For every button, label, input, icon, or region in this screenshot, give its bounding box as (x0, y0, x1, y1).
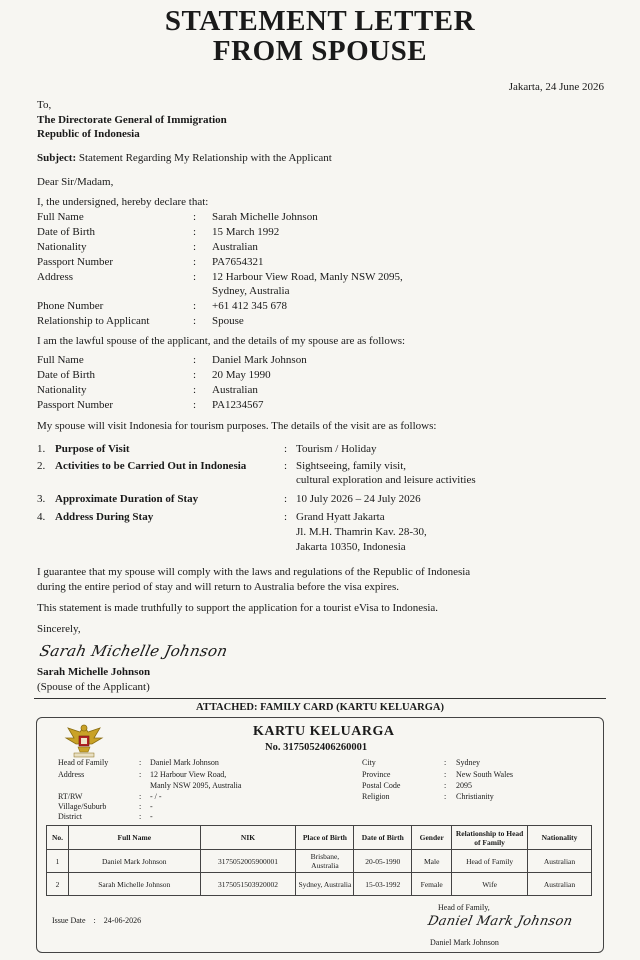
colon: : (193, 300, 197, 312)
head-of-family-name: Daniel Mark Johnson (430, 938, 499, 947)
document-title-line2: FROM SPOUSE (212, 35, 428, 67)
place-date: Jakarta, 24 June 2026 (508, 81, 604, 93)
truthful-statement: This statement is made truthfully to support the application for a tourist eVisa to Indonesia. (37, 602, 439, 614)
field-value: 20 May 1990 (212, 369, 271, 381)
colon: : (193, 256, 197, 268)
item-label: Purpose of Visit (55, 443, 130, 455)
table-cell: 3175052005900001 (200, 850, 296, 873)
field-value: 15 March 1992 (212, 226, 280, 238)
table-header-row (47, 826, 592, 850)
column-header: Date of Birth (354, 826, 412, 850)
table-row (47, 850, 592, 873)
field-label: Passport Number (37, 399, 114, 411)
garuda-emblem-icon (62, 722, 106, 760)
item-number: 1. (37, 443, 46, 455)
colon: : (193, 369, 197, 381)
item-value: Grand Hyatt Jakarta (296, 511, 385, 523)
field-label: Address (58, 770, 85, 779)
field-value: 12 Harbour View Road, (150, 770, 227, 779)
subject-text: Statement Regarding My Relationship with the Applicant (78, 152, 332, 164)
colon: : (139, 812, 142, 821)
table-cell: Female (412, 873, 452, 896)
head-of-family-label: Head of Family, (438, 903, 490, 912)
signature-sarah: Sarah Michelle Johnson (38, 642, 230, 660)
table-cell: Head of Family (452, 850, 528, 873)
field-label: Nationality (37, 384, 87, 396)
field-value: Sydney (456, 758, 480, 767)
issue-date-line (52, 916, 141, 926)
field-label: Head of Family (58, 758, 109, 767)
colon: : (444, 758, 447, 767)
field-value: New South Wales (456, 770, 513, 779)
field-label: Postal Code (362, 781, 401, 790)
signer-role: (Spouse of the Applicant) (37, 681, 150, 693)
table-cell: Daniel Mark Johnson (68, 850, 200, 873)
table-cell: Australian (528, 850, 592, 873)
salutation: Dear Sir/Madam, (37, 176, 114, 188)
field-label: Full Name (37, 354, 84, 366)
field-value: - (150, 802, 153, 811)
kk-title: KARTU KELUARGA (253, 724, 395, 739)
table-cell: Sydney, Australia (296, 873, 354, 896)
to-line: To, (37, 99, 52, 111)
colon: : (139, 792, 142, 801)
table-cell: Male (412, 850, 452, 873)
field-label: Full Name (37, 211, 84, 223)
issue-date-value: 24-06-2026 (103, 916, 142, 925)
field-value: 12 Harbour View Road, Manly NSW 2095, (212, 271, 403, 283)
divider (34, 698, 606, 699)
item-number: 4. (37, 511, 46, 523)
field-value-line2: Manly NSW 2095, Australia (150, 781, 242, 790)
column-header: Nationality (528, 826, 592, 850)
field-label: District (58, 812, 82, 821)
colon: : (444, 770, 447, 779)
column-header: No. (47, 826, 69, 850)
field-value: 2095 (456, 781, 472, 790)
item-value-line2: cultural exploration and leisure activities (296, 474, 476, 486)
colon: : (139, 802, 142, 811)
field-label: RT/RW (58, 792, 83, 801)
field-value: - (150, 812, 153, 821)
kk-number: No. 3175052406260001 (265, 742, 368, 753)
field-value: PA1234567 (212, 399, 264, 411)
colon: : (444, 781, 447, 790)
guarantee-line1: I guarantee that my spouse will comply with the laws and regulations of the Republic of Indonesia (37, 566, 471, 578)
field-label: Date of Birth (37, 226, 96, 238)
field-value-line2: Sydney, Australia (212, 285, 290, 297)
table-cell: Sarah Michelle Johnson (68, 873, 200, 896)
field-value: Australian (212, 384, 258, 396)
table-cell: Brisbane, Australia (296, 850, 354, 873)
item-value: Tourism / Holiday (296, 443, 377, 455)
colon: : (284, 493, 288, 505)
spouse-intro: I am the lawful spouse of the applicant, and the details of my spouse are as follows: (37, 335, 406, 347)
field-label: Village/Suburb (58, 802, 107, 811)
colon: : (193, 271, 197, 283)
signer-name: Sarah Michelle Johnson (37, 666, 151, 678)
colon: : (139, 770, 142, 779)
item-label: Activities to be Carried Out in Indonesia (55, 460, 247, 472)
field-label: Passport Number (37, 256, 114, 268)
field-value: - / - (150, 792, 162, 801)
colon: : (193, 315, 197, 327)
table-cell: Wife (452, 873, 528, 896)
recipient-line2: Republic of Indonesia (37, 128, 140, 140)
field-value: Christianity (456, 792, 494, 801)
field-value: Spouse (212, 315, 244, 327)
subject-line (37, 151, 332, 165)
table-cell: Australian (528, 873, 592, 896)
item-number: 2. (37, 460, 46, 472)
colon: : (284, 443, 288, 455)
recipient-line1: The Directorate General of Immigration (37, 114, 227, 126)
item-value-line3: Jakarta 10350, Indonesia (296, 541, 406, 553)
colon: : (93, 916, 96, 925)
table-cell: 3175051503920002 (200, 873, 296, 896)
item-value-line2: Jl. M.H. Thamrin Kav. 28-30, (296, 526, 427, 538)
attached-label: ATTACHED: FAMILY CARD (KARTU KELUARGA) (196, 702, 444, 713)
guarantee-line2: during the entire period of stay and will return to Australia before the visa expires. (37, 581, 399, 593)
field-label: Address (37, 271, 74, 283)
colon: : (444, 792, 447, 801)
item-label: Approximate Duration of Stay (55, 493, 199, 505)
column-header: Relationship to Head of Family (452, 826, 528, 850)
field-value: PA7654321 (212, 256, 264, 268)
field-value: +61 412 345 678 (212, 300, 287, 312)
field-label: Province (362, 770, 391, 779)
family-members-table (46, 825, 592, 896)
table-cell: 2 (47, 873, 69, 896)
item-value: 10 July 2026 – 24 July 2026 (296, 493, 421, 505)
colon: : (193, 399, 197, 411)
colon: : (193, 241, 197, 253)
colon: : (193, 384, 197, 396)
visit-intro: My spouse will visit Indonesia for tourism purposes. The details of the visit are as follows: (37, 420, 437, 432)
column-header: Gender (412, 826, 452, 850)
item-value: Sightseeing, family visit, (296, 460, 406, 472)
table-cell: 15-03-1992 (354, 873, 412, 896)
colon: : (139, 758, 142, 767)
colon: : (193, 226, 197, 238)
table-cell: 20-05-1990 (354, 850, 412, 873)
issue-date-label: Issue Date (52, 916, 86, 925)
closing: Sincerely, (37, 623, 81, 635)
column-header: Place of Birth (296, 826, 354, 850)
item-number: 3. (37, 493, 46, 505)
column-header: NIK (200, 826, 296, 850)
item-label: Address During Stay (55, 511, 154, 523)
table-cell: 1 (47, 850, 69, 873)
field-value: Daniel Mark Johnson (150, 758, 219, 767)
declare-intro: I, the undersigned, hereby declare that: (37, 196, 209, 208)
field-label: Relationship to Applicant (37, 315, 150, 327)
table-row (47, 873, 592, 896)
field-label: Nationality (37, 241, 87, 253)
colon: : (284, 511, 288, 523)
field-label: City (362, 758, 376, 767)
document-title-line1: STATEMENT LETTER (164, 5, 476, 37)
field-label: Religion (362, 792, 390, 801)
colon: : (284, 460, 288, 472)
subject-label: Subject: (37, 152, 77, 164)
colon: : (193, 211, 197, 223)
field-label: Date of Birth (37, 369, 96, 381)
signature-daniel: Daniel Mark Johnson (426, 914, 574, 929)
field-value: Sarah Michelle Johnson (212, 211, 318, 223)
column-header: Full Name (68, 826, 200, 850)
field-value: Daniel Mark Johnson (212, 354, 307, 366)
field-value: Australian (212, 241, 258, 253)
field-label: Phone Number (37, 300, 104, 312)
colon: : (193, 354, 197, 366)
